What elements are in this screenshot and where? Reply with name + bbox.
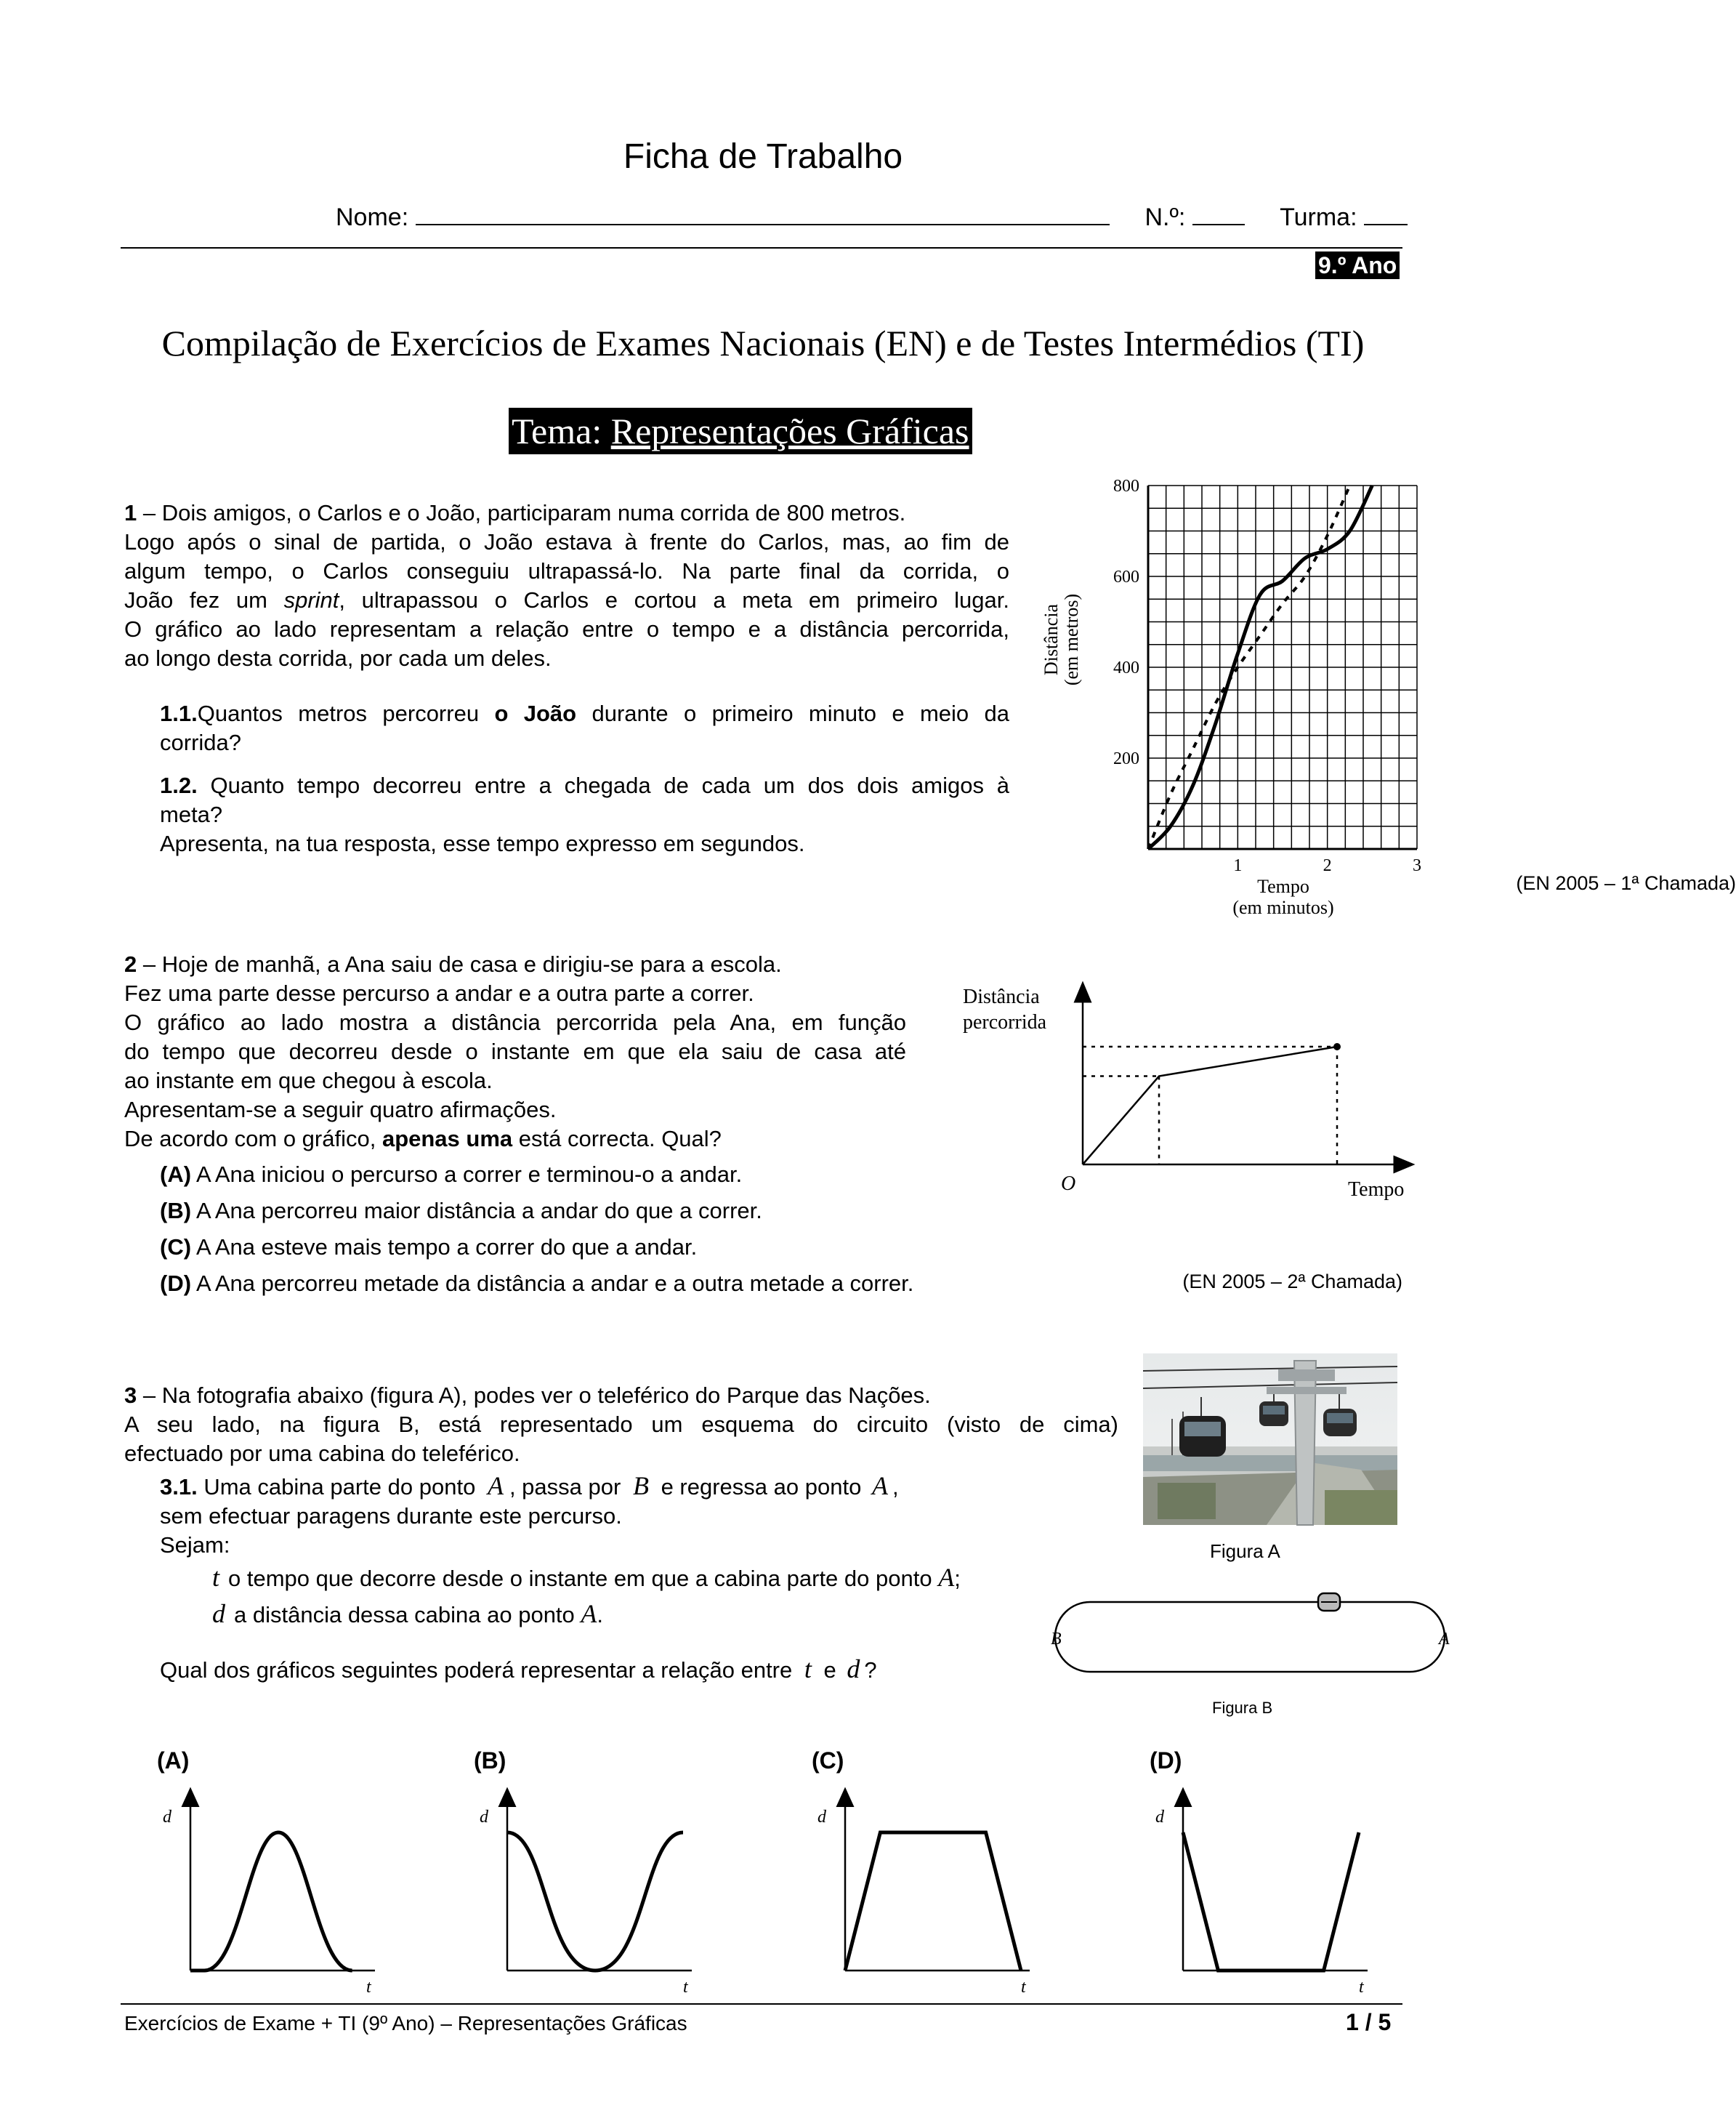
q1-number: 1: [124, 500, 137, 526]
q3-text: 3 – Na fotografia abaixo (figura A), podes ver o teleférico do Parque das Nações. A seu lado, na figura B, está representado um esquema do circuito (visto de cima) efectuado por uma cabina do teleférico.: [124, 1382, 1118, 1466]
option-series-line: [507, 1832, 683, 1971]
q1-source: (EN 2005 – 1ª Chamada): [1516, 872, 1736, 894]
end-point: [1333, 1043, 1341, 1050]
y-axis-label-sub: percorrida: [963, 1011, 1047, 1034]
point-b-label: B: [1051, 1630, 1062, 1649]
numero-label: N.º:: [1144, 204, 1186, 231]
option-series-line: [845, 1832, 1021, 1971]
x-axis-label: t: [1359, 1978, 1364, 1997]
theme-prefix: Tema:: [512, 411, 602, 451]
y-axis-label: d: [480, 1808, 488, 1827]
turma-field[interactable]: [1364, 204, 1408, 225]
q1-2-text: 1.2. Quanto tempo decorreu entre a chegada de cada um dos dois amigos à meta? Apresenta, na tua resposta, esse tempo expresso em segundos.: [160, 773, 1009, 856]
x-axis-label: Tempo: [1348, 1178, 1405, 1201]
option-graph-label: (B): [474, 1747, 506, 1774]
chart-series: [1083, 1043, 1341, 1164]
x-axis-label: t: [1021, 1978, 1026, 1997]
option-series-line: [1183, 1832, 1359, 1971]
figure-b-caption: Figura B: [1212, 1699, 1273, 1717]
option-graph-d[interactable]: [1150, 1747, 1382, 1997]
figure-a-caption: Figura A: [1210, 1540, 1280, 1562]
x-tick-label: 2: [1323, 856, 1332, 875]
x-tick-label: 3: [1413, 856, 1421, 875]
footer-text: Exercícios de Exame + TI (9º Ano) – Representações Gráficas: [124, 2012, 687, 2034]
q2-text: 2 – Hoje de manhã, a Ana saiu de casa e dirigiu-se para a escola. Fez uma parte desse percurso a andar e a outra parte a correr. O gráfico ao lado mostra a distância percorrida pela Ana, em função do tempo que decorreu desde o instante em que ela saiu de casa até ao instante em que chegou à escola. Apresentam-se a seguir quatro afirmações. De acordo com o gráfico, apenas uma está correcta. Qual?: [124, 951, 906, 1151]
y-axis-label: d: [1155, 1808, 1164, 1827]
q1-2-number: 1.2.: [160, 773, 198, 798]
q1-line: João fez um sprint, ultrapassou o Carlos e cortou a meta em primeiro lugar.: [124, 587, 1009, 613]
q1-line: algum tempo, o Carlos conseguiu ultrapassá-lo. Na parte final da corrida, o: [124, 558, 1009, 584]
y-tick-label: 400: [1113, 659, 1139, 677]
ana-distance-chart: [959, 974, 1424, 1214]
option-graph-svg: [812, 1774, 1044, 1997]
option-b[interactable]: (B) A Ana percorreu maior distância a andar do que a correr.: [160, 1198, 762, 1223]
x-axis-label-sub: (em minutos): [1232, 897, 1334, 918]
header-rule: [121, 247, 1402, 249]
q1-line: ao longo desta corrida, por cada um deles.: [124, 645, 552, 671]
student-info-line: [336, 204, 1408, 232]
option-a[interactable]: (A) A Ana iniciou o percurso a correr e terminou-o a andar.: [160, 1162, 743, 1187]
circuit-diagram: [1046, 1585, 1453, 1686]
y-axis-label: d: [163, 1808, 171, 1827]
option-graph-c[interactable]: [812, 1747, 1044, 1997]
point-a-label: A: [1439, 1630, 1450, 1649]
x-axis-label: Tempo: [1257, 876, 1309, 897]
q2-source: (EN 2005 – 2ª Chamada): [1182, 1271, 1402, 1292]
option-graph-svg: [1150, 1774, 1382, 1997]
y-tick-label: 600: [1113, 568, 1139, 587]
option-c[interactable]: (C) A Ana esteve mais tempo a correr do que a andar.: [160, 1234, 698, 1260]
option-graph-label: (D): [1150, 1747, 1182, 1774]
race-distance-chart: [1032, 465, 1439, 930]
numero-field[interactable]: [1192, 204, 1245, 225]
option-graph-a[interactable]: [157, 1747, 389, 1997]
theme-banner: [509, 408, 972, 454]
q2-number: 2: [124, 951, 137, 977]
option-graph-b[interactable]: [474, 1747, 706, 1997]
q3-number: 3: [124, 1382, 137, 1408]
x-axis-label: t: [366, 1978, 371, 1997]
cable-car-photo: [1143, 1353, 1397, 1525]
option-graph-svg: [157, 1774, 389, 1997]
y-axis-label: d: [817, 1808, 826, 1827]
origin-label: O: [1061, 1172, 1076, 1195]
page-title: Ficha de Trabalho: [623, 137, 903, 176]
theme-name: Representações Gráficas: [610, 411, 969, 451]
q1-text: [124, 499, 1009, 673]
compilation-title: Compilação de Exercícios de Exames Nacionais (EN) e de Testes Intermédios (TI): [161, 323, 1365, 363]
q1-1-text: 1.1.Quantos metros percorreu o João durante o primeiro minuto e meio da corrida?: [160, 701, 1010, 755]
option-d[interactable]: (D) A Ana percorreu metade da distância a andar e a outra metade a correr.: [160, 1271, 914, 1296]
nome-label: Nome:: [336, 204, 409, 231]
q1-line: Logo após o sinal de partida, o João estava à frente do Carlos, mas, ao fim de: [124, 529, 1009, 555]
chart-ticks: [1113, 477, 1421, 875]
x-axis-label: t: [683, 1978, 688, 1997]
y-axis-label-sub: (em metros): [1061, 593, 1082, 686]
turma-label: Turma:: [1280, 204, 1357, 231]
y-tick-label: 800: [1113, 477, 1139, 496]
ana-series-line: [1083, 1047, 1337, 1164]
footer-rule: [121, 2003, 1402, 2005]
q1-line: O gráfico ao lado representam a relação entre o tempo e a distância percorrida,: [124, 616, 1009, 642]
y-axis-label: Distância: [1041, 603, 1062, 676]
x-tick-label: 1: [1233, 856, 1243, 875]
nome-field[interactable]: [416, 204, 1110, 225]
q1-line: – Dois amigos, o Carlos e o João, participaram numa corrida de 800 metros.: [142, 500, 906, 526]
page-number: 1 / 5: [1346, 2009, 1392, 2035]
q3-1-text: 3.1. Uma cabina parte do ponto A , passa por B e regressa ao ponto A , sem efectuar paragens durante este percurso. Sejam: t o tempo que decorre desde o instante em que a cabina parte do ponto A; d a distância dessa cabina ao ponto A. Qual dos gráficos seguintes poderá representar a relação entre t e d ?: [160, 1471, 961, 1683]
grade-badge: 9.º Ano: [1315, 251, 1400, 279]
q3-1-number: 3.1.: [160, 1474, 198, 1500]
q1-1-number: 1.1.: [160, 701, 198, 726]
y-axis-label: Distância: [963, 986, 1040, 1008]
option-graph-label: (C): [812, 1747, 844, 1774]
circuit-loop: [1055, 1602, 1445, 1672]
option-graph-label: (A): [157, 1747, 190, 1774]
option-graph-svg: [474, 1774, 706, 1997]
y-tick-label: 200: [1113, 749, 1139, 768]
option-series-line: [190, 1832, 352, 1971]
